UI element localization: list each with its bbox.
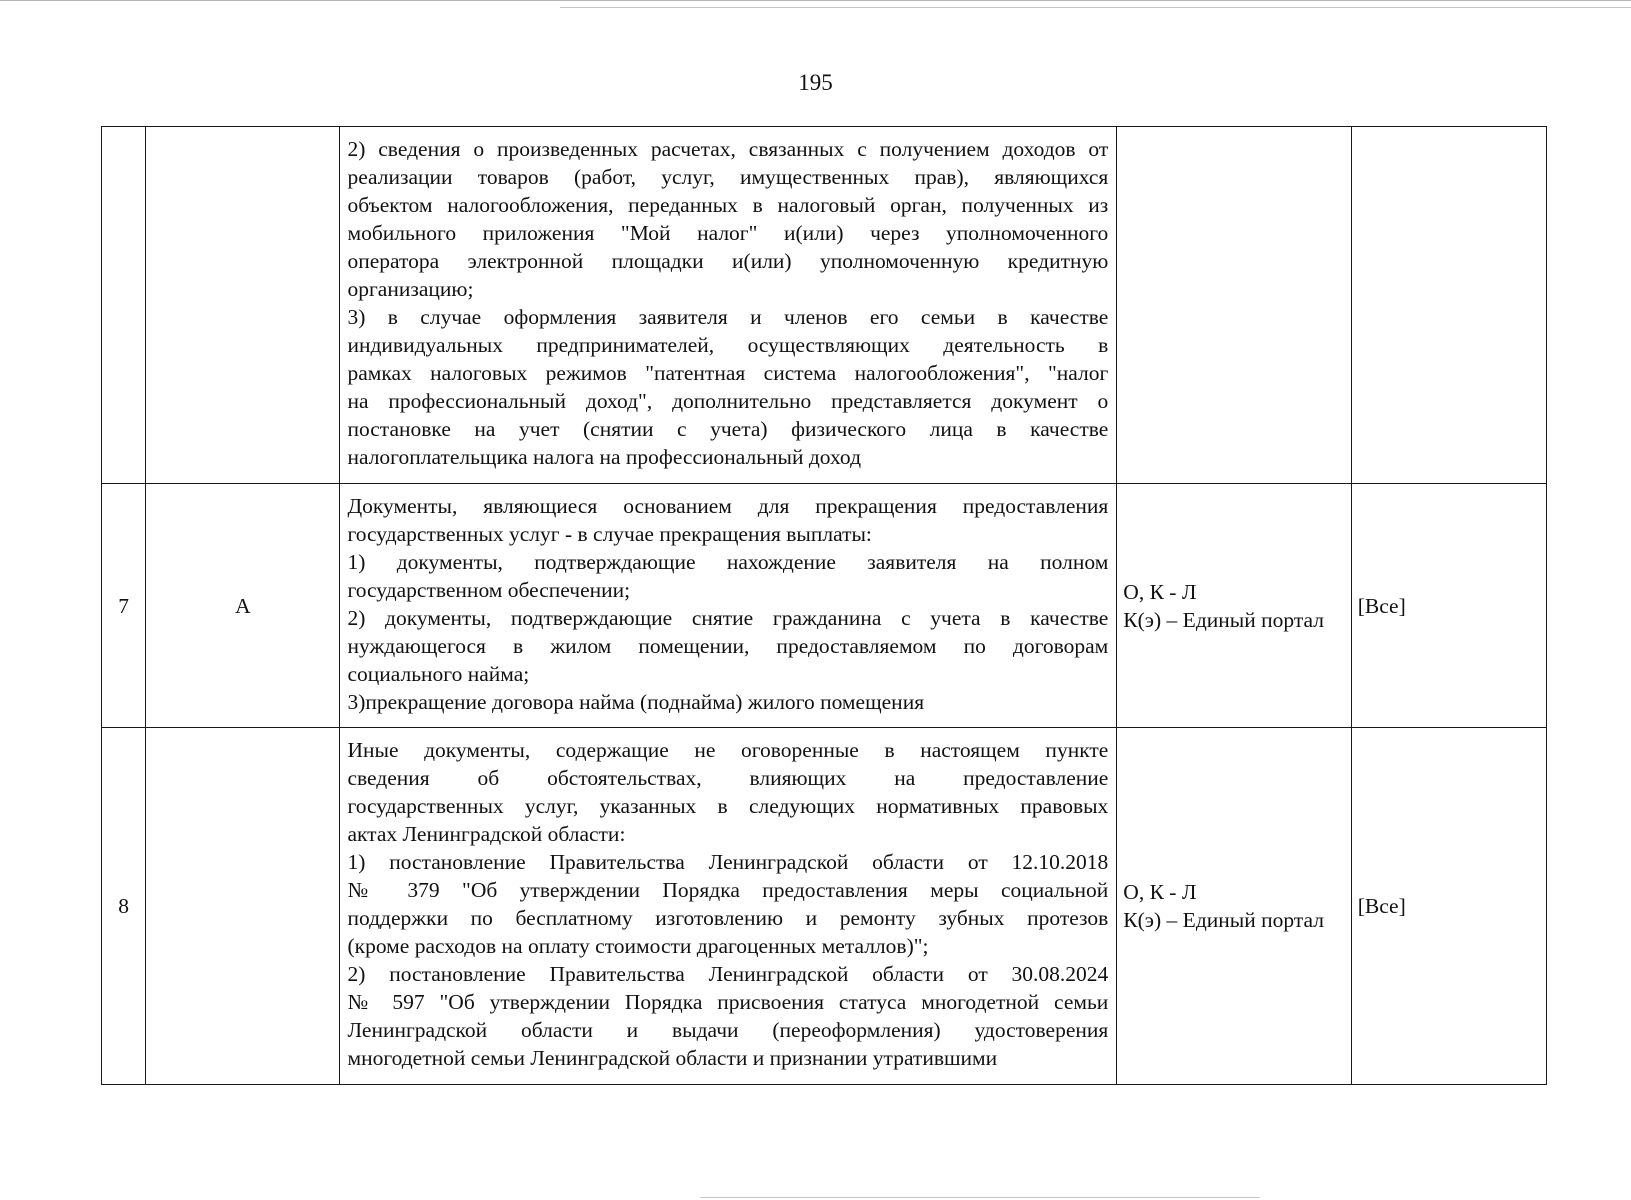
scope-cell: [Все] xyxy=(1351,484,1546,728)
submission-form-cell xyxy=(1117,484,1351,728)
submission-form-line: О, К - Л xyxy=(1123,579,1197,604)
document-text-line: 3)прекращение договора найма (поднайма) жилого помещения xyxy=(347,690,925,714)
scan-top-edge-2 xyxy=(560,7,1631,8)
document-text-line: 3) в случае оформления заявителя и членов его семьи в качестве xyxy=(347,305,1109,329)
submission-form-cell xyxy=(1117,127,1351,484)
document-text-line: 1) документы, подтверждающие нахождение заявителя на полном xyxy=(347,550,1109,574)
document-text-line: № 597 "Об утверждении Порядка присвоения статуса многодетной семьи xyxy=(347,990,1109,1014)
scope-cell: [Все] xyxy=(1351,728,1546,1085)
document-text-line: 2) сведения о произведенных расчетах, связанных с получением доходов от xyxy=(347,137,1109,161)
scan-bottom-edge xyxy=(700,1197,1260,1198)
document-text-line: оператора электронной площадки и(или) уполномоченную кредитную xyxy=(347,249,1109,273)
document-text-line: поддержки по бесплатному изготовлению и ремонту зубных протезов xyxy=(347,906,1109,930)
document-text-line: постановке на учет (снятии с учета) физического лица в качестве xyxy=(347,417,1109,441)
row-code-cell xyxy=(146,728,340,1085)
document-text-line: 2) постановление Правительства Ленинградской области от 30.08.2024 xyxy=(347,962,1109,986)
row-code-cell: А xyxy=(146,484,340,728)
document-text-line: мобильного приложения "Мой налог" и(или) через уполномоченного xyxy=(347,221,1109,245)
document-text-line: Документы, являющиеся основанием для прекращения предоставления xyxy=(347,494,1109,518)
document-description-cell xyxy=(340,127,1117,484)
table-row xyxy=(102,728,1547,1085)
row-number-cell: 8 xyxy=(102,728,146,1085)
page-number: 195 xyxy=(798,70,833,95)
document-text-line: государственных услуг, указанных в следующих нормативных правовых xyxy=(347,794,1109,818)
scan-top-edge xyxy=(0,0,1631,1)
document-text-line: Иные документы, содержащие не оговоренные в настоящем пункте xyxy=(347,738,1109,762)
table-body xyxy=(102,127,1547,1085)
document-text-line: Ленинградской области и выдачи (переоформления) удостоверения xyxy=(347,1018,1109,1042)
document-text-line: (кроме расходов на оплату стоимости драгоценных металлов)"; xyxy=(347,934,929,958)
document-text-line: рамках налоговых режимов "патентная система налогообложения", "налог xyxy=(347,361,1109,385)
document-text-line: реализации товаров (работ, услуг, имущественных прав), являющихся xyxy=(347,165,1109,189)
document-description-cell xyxy=(340,484,1117,728)
scope-cell xyxy=(1351,127,1546,484)
document-text-line: 2) документы, подтверждающие снятие гражданина с учета в качестве xyxy=(347,606,1109,630)
document-text-line: сведения об обстоятельствах, влияющих на предоставление xyxy=(347,766,1109,790)
row-number-cell xyxy=(102,127,146,484)
document-text-line: государственном обеспечении; xyxy=(347,578,631,602)
document-text-line: социального найма; xyxy=(347,662,530,686)
documents-table xyxy=(101,126,1547,1085)
document-text-line: многодетной семьи Ленинградской области и признании утратившими xyxy=(347,1046,998,1070)
document-description-cell xyxy=(340,728,1117,1085)
submission-form-line: К(э) – Единый портал xyxy=(1123,908,1324,932)
row-number-cell: 7 xyxy=(102,484,146,728)
document-text-line: на профессиональный доход", дополнительно представляется документ о xyxy=(347,389,1109,413)
document-text-line: индивидуальных предпринимателей, осуществляющих деятельность в xyxy=(347,333,1109,357)
document-text-line: налогоплательщика налога на профессиональный доход xyxy=(347,445,862,469)
document-text-line: № 379 "Об утверждении Порядка предоставления меры социальной xyxy=(347,878,1109,902)
row-code-cell xyxy=(146,127,340,484)
table-row xyxy=(102,127,1547,484)
document-text-line: 1) постановление Правительства Ленинградской области от 12.10.2018 xyxy=(347,850,1109,874)
document-text-line: государственных услуг - в случае прекращения выплаты: xyxy=(347,522,872,546)
table-row xyxy=(102,484,1547,728)
document-text-line: объектом налогообложения, переданных в налоговый орган, полученных из xyxy=(347,193,1109,217)
submission-form-line: К(э) – Единый портал xyxy=(1123,607,1324,632)
submission-form-line: О, К - Л xyxy=(1123,880,1197,904)
document-text-line: актах Ленинградской области: xyxy=(347,822,626,846)
submission-form-cell xyxy=(1117,728,1351,1085)
document-text-line: организацию; xyxy=(347,277,474,301)
document-text-line: нуждающегося в жилом помещении, предоставляемом по договорам xyxy=(347,634,1109,658)
